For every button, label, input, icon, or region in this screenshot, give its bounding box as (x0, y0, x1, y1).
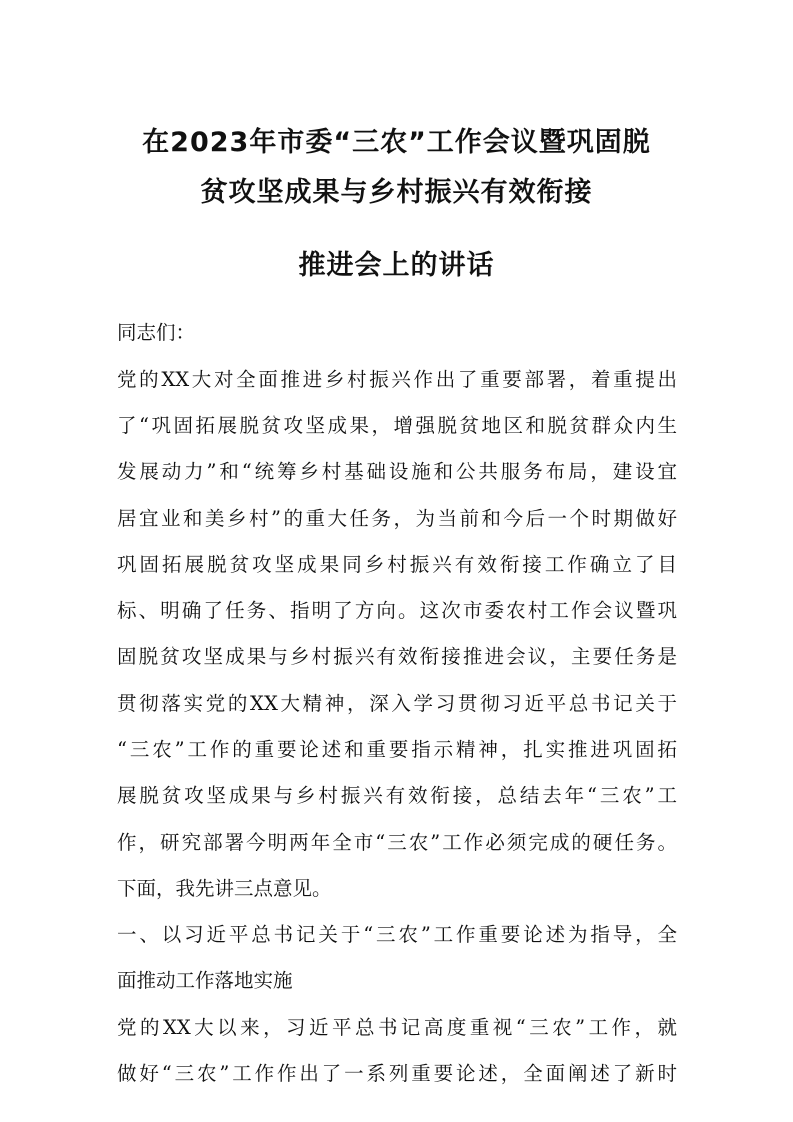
body-line: 发展动力”和“统筹乡村基础设施和公共服务布局，建设宜 (117, 460, 677, 483)
section-heading-line: 一、以习近平总书记关于“三农”工作重要论述为指导，全 (117, 923, 677, 946)
body-line: “三农”工作的重要论述和重要指示精神，扎实推进巩固拓 (117, 738, 677, 761)
body-line: 巩固拓展脱贫攻坚成果同乡村振兴有效衔接工作确立了目 (117, 553, 677, 576)
body-line: 展脱贫攻坚成果与乡村振兴有效衔接，总结去年“三农”工 (117, 784, 677, 807)
body-line: 做好“三农”工作作出了一系列重要论述，全面阐述了新时 (117, 1062, 677, 1085)
body-line: 了“巩固拓展脱贫攻坚成果，增强脱贫地区和脱贫群众内生 (117, 414, 677, 437)
body-line: 固脱贫攻坚成果与乡村振兴有效衔接推进会议，主要任务是 (117, 645, 677, 668)
body-line: 党的XX大以来，习近平总书记高度重视“三农”工作，就 (117, 1016, 677, 1039)
salutation: 同志们： (117, 321, 196, 344)
body-line: 作，研究部署今明两年全市“三农”工作必须完成的硬任务。 (117, 831, 677, 854)
title-line-1: 在2023年市委“三农”工作会议暨巩固脱 (142, 127, 651, 158)
title-line-3: 推进会上的讲话 (298, 250, 495, 281)
body-line: 贯彻落实党的XX大精神，深入学习贯彻习近平总书记关于 (117, 692, 677, 715)
body-line: 下面，我先讲三点意见。 (117, 877, 332, 900)
body-line: 党的XX大对全面推进乡村振兴作出了重要部署，着重提出 (117, 368, 677, 391)
title-line-2: 贫攻坚成果与乡村振兴有效衔接 (200, 177, 593, 208)
body-line: 居宜业和美乡村”的重大任务，为当前和今后一个时期做好 (117, 507, 677, 530)
body-line: 标、明确了任务、指明了方向。这次市委农村工作会议暨巩 (117, 599, 677, 622)
section-heading-line: 面推动工作落地实施 (117, 969, 293, 992)
